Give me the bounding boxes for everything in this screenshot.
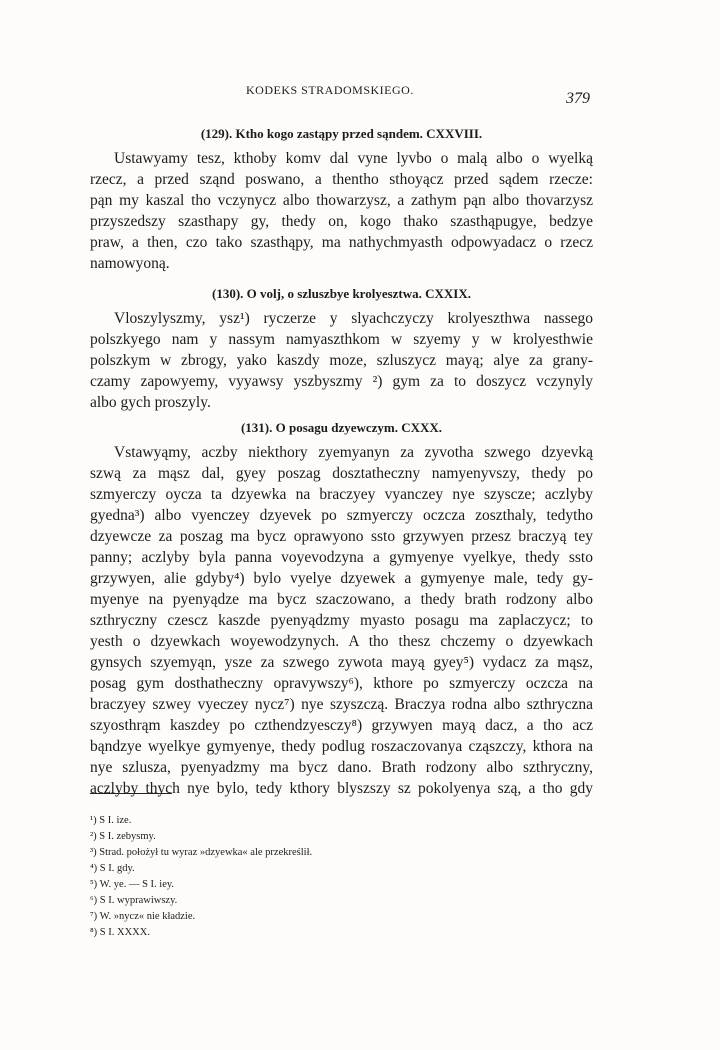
text-line: rzecz, a przed sząnd poswano, a thentho sthoyącz przed sądem rzecze: [90,171,593,188]
text-line: braczyey szwey vyeczey nycz⁷) nye szyszczą. Braczya rodna albo szthryczna [90,696,593,713]
text-line: polszkym w zbrogy, yako kaszdy moze, szluszycz mayą; alye za grany- [90,352,593,369]
section-heading: (131). O posagu dzyewczym. CXXX. [240,420,443,435]
text-line: szmyerczy oycza ta dzyewka na braczyey vyanczey nye szyscze; aczlyby [90,486,593,503]
footnotes [90,813,390,941]
text-line: bąndzye wyelkye gymyenye, thedy podlug roszaczovanya cząszczy, kthora na [90,738,593,755]
text-line: nye szlusza, pyenyadzmy ma bycz dano. Brath rodzony albo szthryczny, [90,759,593,776]
section-130 [90,284,593,413]
footnote: ⁸) S I. XXXX. [90,927,150,938]
footnote: ²) S I. zebysmy. [90,831,156,842]
text-line: panny; aczlyby byla panna voyevodzyna a gymyenye vyelkye, thedy ssto [90,549,593,566]
text-line: pąn my kaszal tho vczynycz albo thowarzysz, a zathym pąn albo thovarzysz [90,192,593,209]
text-line: szyosthrąm kaszdey po czthendzyesczy⁸) grzywyen mayą dacz, a tho acz [90,717,593,734]
footnote: ⁶) S I. wyprawiwszy. [90,895,178,906]
text-line: Vstawyąmy, aczby niekthory zyemyanyn za zyvotha szwego dzyevką [114,444,593,461]
text-line: szthryczny czescz kaszde pyenyądzmy myasto posagu ma zaplaczycz; to [90,612,593,629]
text-line: yesth o dzyewkach woyewodzynych. A tho thesz chczemy o dzyewkach [90,633,593,650]
text-line: gyedna³) albo vyenczey dzyevek po szmyerczy oczcza zoszthaly, tedytho [90,507,593,524]
text-line: aczlyby thych nye bylo, tedy kthory blyszszy sz pokolyenya szą, a tho gdy [90,780,593,797]
text-line: czamy zapowyemy, vyyawsy yszbyszmy ²) gym za to doszycz vczynyly [90,373,593,390]
footnote: ¹) S I. ize. [90,815,132,826]
footnote: ⁴) S I. gdy. [90,863,135,874]
text-line: posag gym dosthatheczny opravywszy⁶), kthore po szmyerczy oczcza na [90,675,593,692]
section-heading: (129). Ktho kogo zastąpy przed sąndem. CXXVIII. [200,126,483,141]
text-line: dzyewcze za poszag ma bycz oprawyono ssto grzywyen przesz braczyą tey [90,528,593,545]
footnote: ³) Strad. położył tu wyraz »dzyewka« ale przekreślił. [90,847,313,858]
footnote-divider [90,793,172,794]
section-heading: (130). O volj, o szluszbye krolyesztwa. CXXIX. [211,286,472,301]
text-line: gynsych szyemyąn, ysze za szwego zywota mayą gyey⁵) vydacz za mąsz, [90,654,593,671]
footnote: ⁷) W. »nycz« nie kładzie. [90,911,196,922]
text-line: przyszedszy szasthapy gy, thedy on, kogo thako szasthąpugye, bedzye [90,213,593,230]
section-129 [90,124,593,274]
footnote: ⁵) W. ye. — S I. iey. [90,879,175,890]
text-line: polszkyego nam y nassym namyaszthkom w szyemy y w krolyesthwie [90,331,593,348]
text-line: myenye na pyenyądze ma bycz szaczowano, a thedy brath rodzony albo [90,591,593,608]
section-131 [90,418,593,799]
text-line: praw, a then, czo tako szasthąpy, ma nathychmyasth odpowyadacz o rzecz [90,234,593,251]
text-line: szwą za mąsz dal, gyey poszag dosztatheczny namyenyvszy, thedy po [90,465,593,482]
text-line: namowyoną. [90,255,170,272]
running-title: KODEKS STRADOMSKIEGO. [246,83,414,97]
text-line: grzywyen, alie gdyby⁴) bylo vyelye dzyewek a gymyenye male, tedy gy- [90,570,593,587]
text-line: albo gych proszyly. [90,394,211,411]
text-line: Ustawyamy tesz, kthoby komv dal vyne lyvbo o malą albo o wyelką [114,150,593,167]
text-line: Vloszylyszmy, ysz¹) ryczerze y slyachczyczy krolyeszthwa nassego [114,310,593,327]
page-number: 379 [566,90,590,107]
